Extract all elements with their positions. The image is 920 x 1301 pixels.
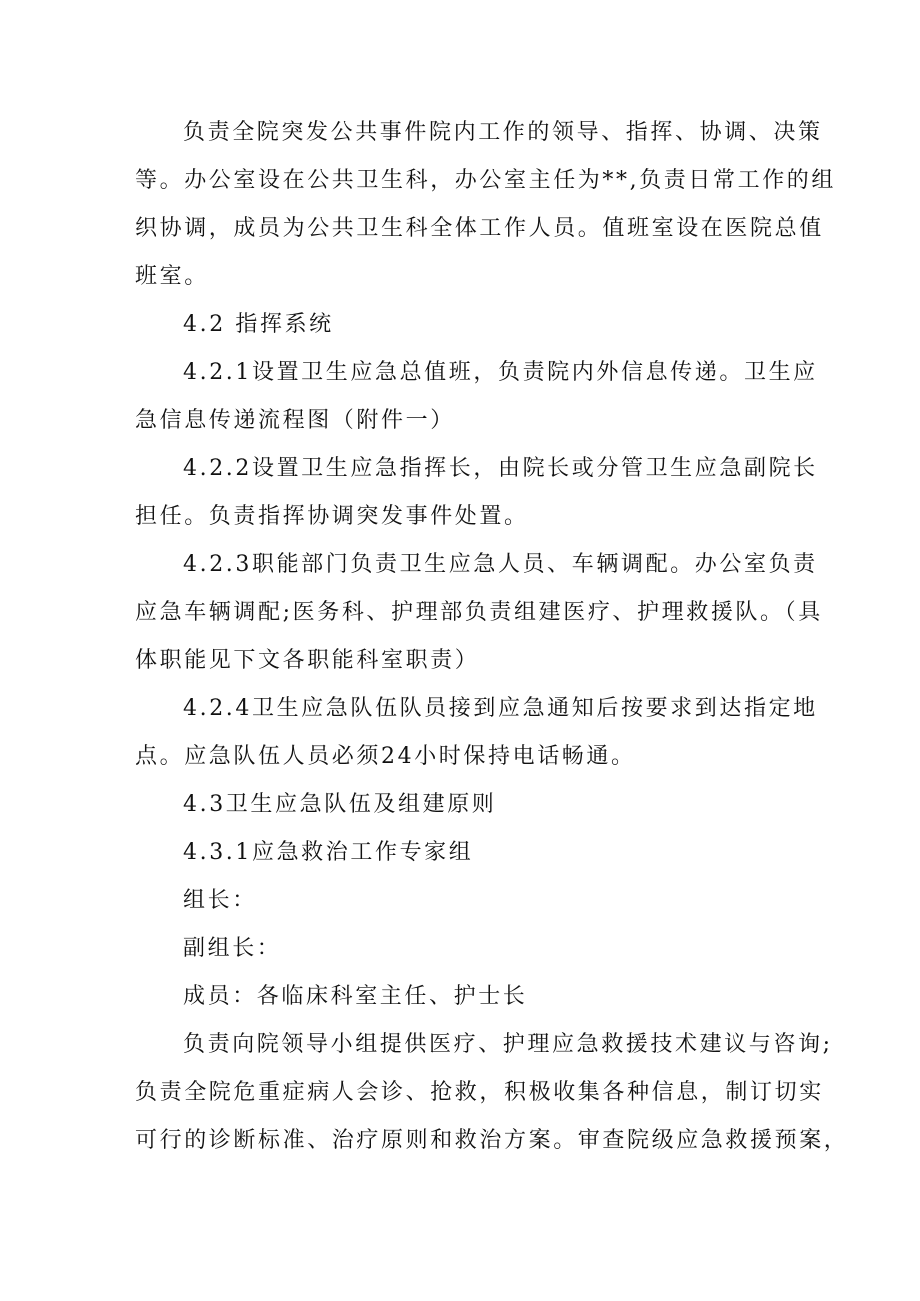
paragraph-line: 体职能见下文各职能科室职责） bbox=[135, 648, 480, 673]
paragraph-line: 4.2.4卫生应急队伍队员接到应急通知后按要求到达指定地 bbox=[183, 696, 818, 721]
paragraph-line: 担任。负责指挥协调突发事件处置。 bbox=[135, 504, 529, 529]
role-line: 成员：各临床科室主任、护士长 bbox=[183, 984, 528, 1009]
subsection-heading: 4.3.1应急救治工作专家组 bbox=[183, 840, 474, 865]
paragraph-line: 织协调，成员为公共卫生科全体工作人员。值班室设在医院总值 bbox=[135, 216, 824, 241]
paragraph-line: 班室。 bbox=[135, 264, 209, 289]
paragraph-line: 负责全院危重症病人会诊、抢救，积极收集各种信息，制订切实 bbox=[135, 1080, 824, 1105]
paragraph-line: 负责全院突发公共事件院内工作的领导、指挥、协调、决策 bbox=[183, 120, 823, 145]
paragraph-line: 4.2.3职能部门负责卫生应急人员、车辆调配。办公室负责 bbox=[183, 552, 818, 577]
paragraph-line: 负责向院领导小组提供医疗、护理应急救援技术建议与咨询; bbox=[183, 1032, 833, 1057]
paragraph-line: 4.2.1设置卫生应急总值班，负责院内外信息传递。卫生应 bbox=[183, 360, 818, 385]
paragraph-line: 应急车辆调配;医务科、护理部负责组建医疗、护理救援队。（具 bbox=[135, 600, 823, 625]
paragraph-line: 急信息传递流程图（附件一） bbox=[135, 408, 455, 433]
section-heading: 4.2 指挥系统 bbox=[183, 312, 334, 337]
role-line: 组长： bbox=[183, 888, 257, 913]
paragraph-line: 点。应急队伍人员必须24小时保持电话畅通。 bbox=[135, 744, 636, 769]
section-heading: 4.3卫生应急队伍及组建原则 bbox=[183, 792, 497, 817]
paragraph-line: 4.2.2设置卫生应急指挥长，由院长或分管卫生应急副院长 bbox=[183, 456, 818, 481]
paragraph-line: 可行的诊断标准、治疗原则和救治方案。审查院级应急救援预案， bbox=[135, 1128, 849, 1153]
paragraph-line: 等。办公室设在公共卫生科，办公室主任为**,负责日常工作的组 bbox=[135, 168, 836, 193]
role-line: 副组长： bbox=[183, 936, 282, 961]
